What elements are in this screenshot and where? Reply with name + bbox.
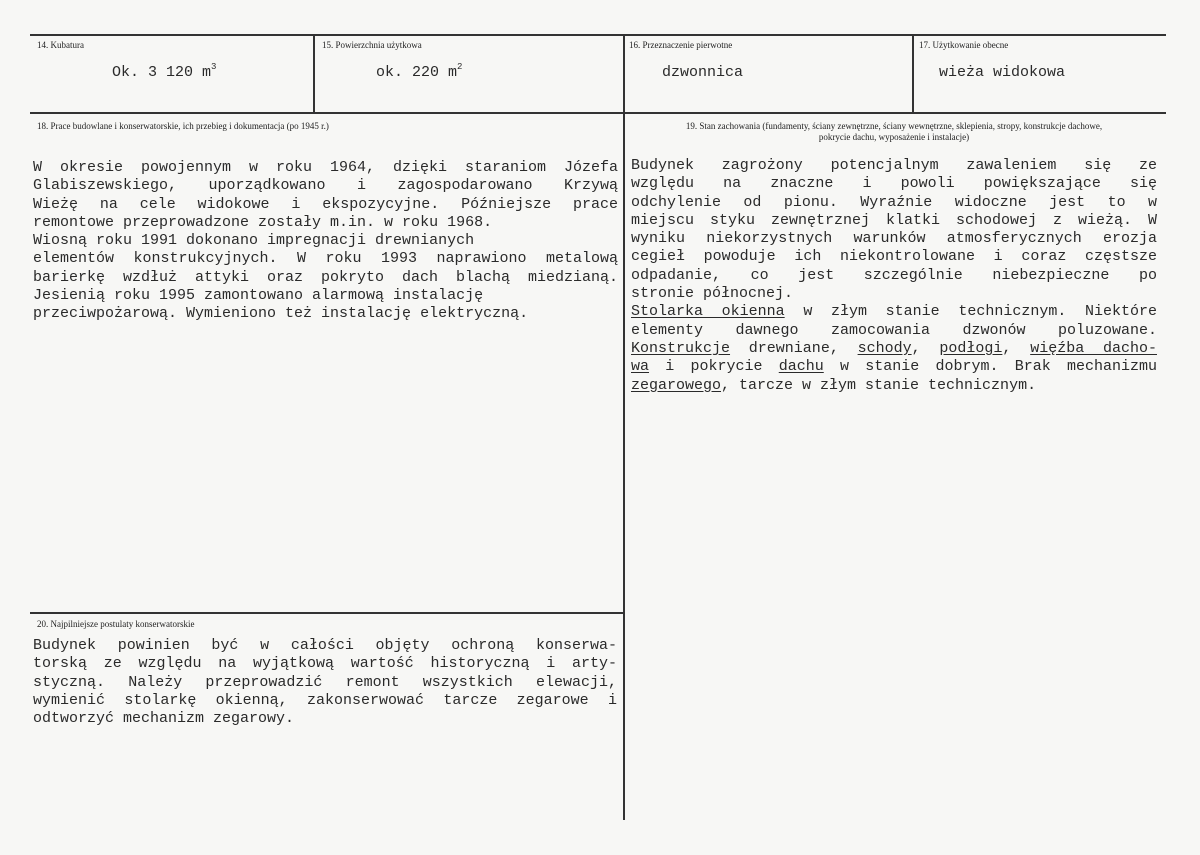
- text-line: przeciwpożarową. Wymieniono też instalację elektryczną.: [33, 305, 529, 323]
- underlined-term: zegarowego: [631, 376, 722, 394]
- field-14-value: [112, 64, 216, 81]
- text-line: Budynek powinien być w całości objęty ochroną konserwa-: [33, 637, 617, 654]
- volume-unit-exponent: 3: [211, 62, 217, 72]
- underlined-term: podłogi: [939, 339, 1003, 357]
- text-line: elementów konstrukcyjnych. W roku 1993 naprawiono metalową: [33, 250, 618, 268]
- underlined-term: schody: [857, 339, 912, 357]
- underlined-term: Konstrukcje: [631, 339, 731, 357]
- text-line: odpadanie, co jest szczególnie niebezpieczne po: [631, 266, 1157, 284]
- field-17-label: 17. Użytkowanie obecne: [919, 40, 1009, 50]
- volume-text: Ok. 3 120 m: [112, 64, 212, 81]
- text-line: Glabiszewskiego, uporządkowano i zagospodarowano Krzywą: [33, 177, 618, 195]
- field-16-label: 16. Przeznaczenie pierwotne: [629, 40, 733, 50]
- col-divider-1: [313, 34, 315, 114]
- text-line: wa i pokrycie dachu w stanie dobrym. Brak mechanizmu: [631, 358, 1157, 376]
- text-line: cegieł powoduje ich niekontrolowane i coraz częstsze: [631, 248, 1157, 266]
- text-line: barierkę wzdłuż attyki oraz pokryto dach blachą miedzianą.: [33, 268, 618, 286]
- field-18-text: [33, 159, 618, 324]
- text-line: Wieżę na cele widokowe i ekspozycyjne. Późniejsze prace: [33, 195, 618, 213]
- text-line: torską ze względu na wyjątkową wartość historyczną i arty-: [33, 655, 617, 673]
- text-line: Jesienią roku 1995 zamontowano alarmową instalację: [33, 287, 484, 305]
- section20-rule: [30, 612, 625, 614]
- top-rule: [30, 34, 1166, 36]
- row1-rule: [30, 112, 1166, 114]
- text-line: wymienić stolarkę okienną, zakonserwować tarcze zegarowe i: [33, 691, 617, 709]
- field-19-label-line1: 19. Stan zachowania (fundamenty, ściany zewnętrzne, ściany wewnętrzne, sklepienia, stropy, konstrukcje dachowe,: [685, 121, 1103, 131]
- field-20-text: [33, 637, 617, 728]
- field-20-label: 20. Najpilniejsze postulaty konserwatorskie: [37, 619, 195, 629]
- text-line: wyniku niekorzystnych warunków atmosferycznych erozja: [631, 230, 1157, 248]
- col-divider-3: [912, 34, 914, 114]
- underlined-term: dachu: [778, 358, 824, 376]
- field-19-label: [629, 121, 1159, 143]
- field-19-text: [631, 157, 1157, 395]
- underlined-term: więźba dacho-: [1030, 339, 1157, 357]
- field-14-label: 14. Kubatura: [37, 40, 84, 50]
- field-15-value: [376, 64, 462, 81]
- text-line: względu na znaczne i powoli powiększające się: [631, 175, 1157, 193]
- area-unit-exponent: 2: [457, 62, 463, 72]
- text-line: odchylenie od pionu. Wyraźnie widoczne jest to w: [631, 193, 1157, 211]
- text-line: W okresie powojennym w roku 1964, dzięki staraniom Józefa: [33, 159, 618, 176]
- underlined-term: Stolarka okienna: [631, 303, 785, 321]
- underlined-term: wa: [631, 358, 650, 376]
- field-15-label: 15. Powierzchnia użytkowa: [322, 40, 422, 50]
- text-line: Stolarka okienna w złym stanie technicznym. Niektóre: [631, 303, 1157, 321]
- text-line: Konstrukcje drewniane, schody, podłogi, więźba dacho-: [631, 339, 1157, 357]
- area-text: ok. 220 m: [376, 64, 458, 81]
- field-18-label: 18. Prace budowlane i konserwatorskie, ich przebieg i dokumentacja (po 1945 r.): [37, 121, 329, 131]
- text-line: Wiosną roku 1991 dokonano impregnacji drewnianych: [33, 232, 475, 250]
- text-line: stronie północnej.: [631, 285, 794, 303]
- text-line: elementy dawnego zamocowania dzwonów poluzowane.: [631, 321, 1157, 339]
- text-line: styczną. Należy przeprowadzić remont wszystkich elewacji,: [33, 673, 617, 691]
- text-line: miejscu styku zewnętrznej klatki schodowej z wieżą. W: [631, 211, 1157, 229]
- text-line: remontowe przeprowadzone zostały m.in. w roku 1968.: [33, 213, 493, 231]
- text-line: Budynek zagrożony potencjalnym zawaleniem się ze: [631, 157, 1157, 174]
- field-19-label-line2: pokrycie dachu, wyposażenie i instalacje): [818, 132, 970, 142]
- field-17-value: wieża widokowa: [939, 64, 1066, 81]
- col-divider-main: [623, 34, 625, 820]
- field-16-value: dzwonnica: [662, 64, 744, 81]
- text-line: odtworzyć mechanizm zegarowy.: [33, 710, 295, 728]
- text-line: zegarowego, tarcze w złym stanie technicznym.: [631, 376, 1037, 394]
